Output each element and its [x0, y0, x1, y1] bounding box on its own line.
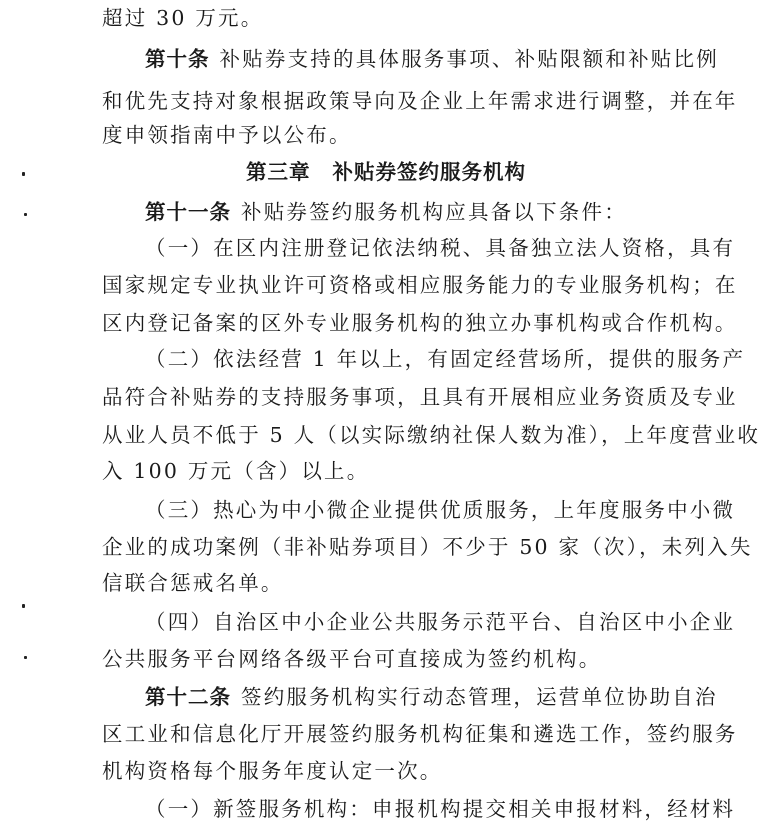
paragraph-line: （一）在区内注册登记依法纳税、具备独立法人资格，具有 — [145, 236, 736, 260]
article-11-line: 第十一条 补贴券签约服务机构应具备以下条件： — [145, 200, 627, 224]
paragraph-line: 品符合补贴券的支持服务事项，且具有开展相应业务资质及专业 — [102, 385, 738, 409]
paragraph-line: 区内登记备案的区外专业服务机构的独立办事机构或合作机构。 — [102, 311, 738, 335]
paragraph-line: （二）依法经营 1 年以上，有固定经营场所，提供的服务产 — [145, 347, 746, 371]
scan-speck — [24, 213, 27, 216]
article-12-line: 第十二条 签约服务机构实行动态管理，运营单位协助自治 — [145, 685, 718, 709]
article-label: 第十一条 — [145, 200, 231, 224]
paragraph-line: （三）热心为中小微企业提供优质服务，上年度服务中小微 — [145, 498, 736, 522]
paragraph-line: 区工业和信息化厅开展签约服务机构征集和遴选工作，签约服务 — [102, 722, 738, 746]
article-label: 第十条 — [145, 47, 210, 71]
paragraph-line: 国家规定专业执业许可资格或相应服务能力的专业服务机构；在 — [102, 273, 738, 297]
paragraph-line: 入 100 万元（含）以上。 — [102, 459, 370, 483]
paragraph-line: 从业人员不低于 5 人（以实际缴纳社保人数为准），上年度营业收 — [102, 423, 761, 447]
paragraph-line: （一）新签服务机构：申报机构提交相关申报材料，经材料 — [145, 797, 736, 821]
scan-speck — [22, 604, 25, 608]
article-label: 第十二条 — [145, 685, 231, 709]
article-10-line: 第十条 补贴券支持的具体服务事项、补贴限额和补贴比例 — [145, 47, 719, 71]
paragraph-line: 公共服务平台网络各级平台可直接成为签约机构。 — [102, 647, 602, 671]
chapter-heading — [0, 160, 772, 184]
paragraph-line: 企业的成功案例（非补贴券项目）不少于 50 家（次），未列入失 — [102, 535, 753, 559]
scan-speck — [22, 172, 25, 176]
paragraph-line: 度申领指南中予以公布。 — [102, 123, 352, 147]
chapter-number: 第三章 — [246, 160, 311, 184]
paragraph-line: 超过 30 万元。 — [102, 6, 264, 30]
paragraph-line: 信联合惩戒名单。 — [102, 571, 284, 595]
paragraph-line: 机构资格每个服务年度认定一次。 — [102, 759, 443, 783]
paragraph-line: （四）自治区中小企业公共服务示范平台、自治区中小企业 — [145, 610, 736, 634]
scan-speck — [24, 656, 27, 659]
paragraph-line: 和优先支持对象根据政策导向及企业上年需求进行调整，并在年 — [102, 89, 738, 113]
chapter-title: 补贴券签约服务机构 — [332, 160, 526, 184]
